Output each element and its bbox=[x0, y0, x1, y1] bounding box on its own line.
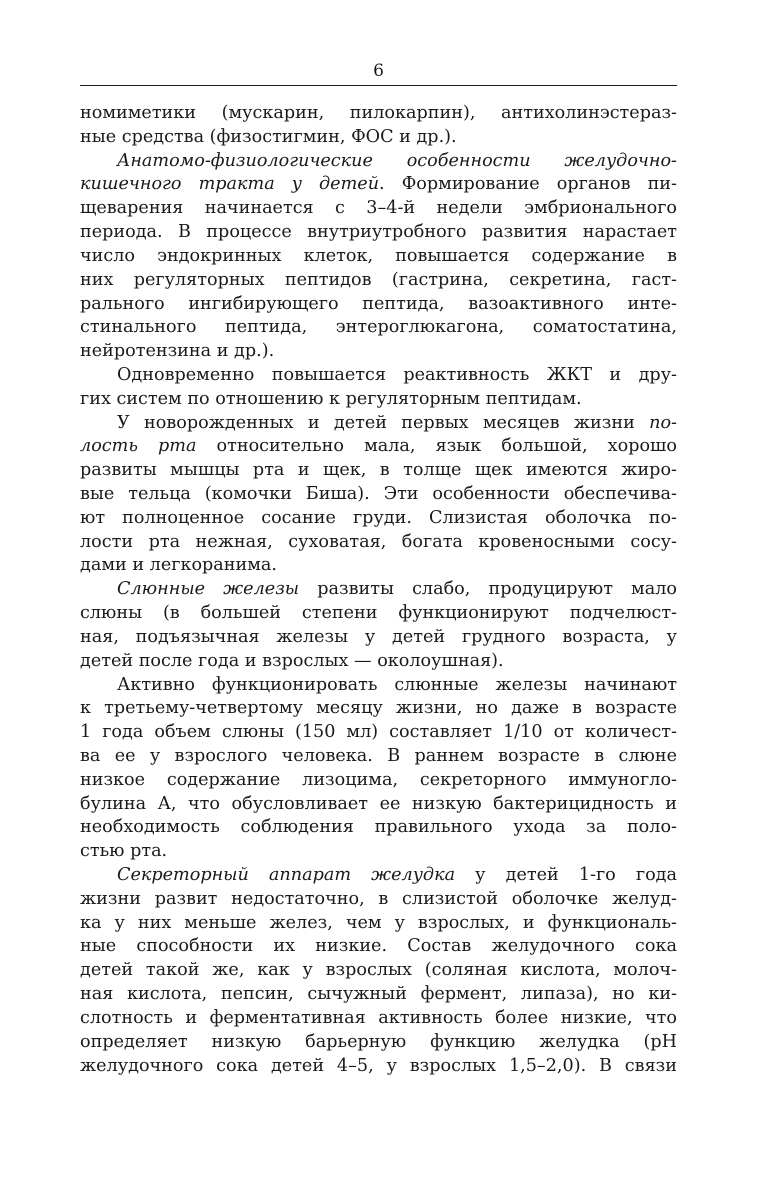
text-run: номиметики (мускарин, пилокарпин), антихолинэстераз- bbox=[80, 103, 677, 123]
text-line bbox=[80, 388, 677, 412]
text-line bbox=[80, 935, 677, 959]
text-line bbox=[80, 912, 677, 936]
text-run: ная кислота, пепсин, сычужный фермент, липаза), но ки- bbox=[80, 984, 677, 1005]
text-line bbox=[80, 959, 677, 983]
text-run: слюны (в большей степени функционируют подчелюст- bbox=[80, 603, 677, 624]
text-line bbox=[80, 769, 677, 793]
header-rule bbox=[80, 85, 677, 86]
text-run: ют полноценное сосание груди. Слизистая оболочка по- bbox=[80, 507, 677, 528]
text-run: ка у них меньше желез, чем у взрослых, и функциональ- bbox=[80, 912, 677, 933]
text-run: детей такой же, как у взрослых (соляная кислота, молоч- bbox=[80, 960, 677, 981]
text-run: к третьему-четвертому месяцу жизни, но даже в возрасте bbox=[80, 698, 677, 719]
text-run: стью рта. bbox=[80, 841, 168, 862]
text-line bbox=[80, 793, 677, 817]
text-run: рального ингибирующего пептида, вазоактивного инте- bbox=[80, 293, 677, 314]
text-run: жизни развит недостаточно, в слизистой оболочке желуд- bbox=[80, 888, 677, 909]
text-line bbox=[80, 816, 677, 840]
text-run: у детей 1-го года bbox=[455, 865, 677, 885]
text-line bbox=[80, 578, 677, 602]
text-run: ва ее у взрослого человека. В раннем возрасте в слюне bbox=[80, 745, 677, 766]
text-run: желудочного сока детей 4–5, у взрослых 1,5–2,0). В связи bbox=[80, 1055, 677, 1076]
text-line bbox=[80, 245, 677, 269]
text-line bbox=[80, 173, 677, 197]
text-run: гих систем по отношению к регуляторным пептидам. bbox=[80, 388, 582, 409]
text-line bbox=[80, 483, 677, 507]
text-run: ная, подъязычная железы у детей грудного возраста, у bbox=[80, 626, 677, 647]
text-line bbox=[80, 197, 677, 221]
text-run: относительно мала, язык большой, хорошо bbox=[196, 436, 677, 457]
text-run: У новорожденных и детей первых месяцев жизни bbox=[117, 412, 650, 433]
text-line bbox=[80, 102, 677, 126]
text-line bbox=[80, 674, 677, 698]
text-line bbox=[80, 1031, 677, 1055]
text-run: вые тельца (комочки Биша). Эти особенности обеспечива- bbox=[80, 484, 677, 504]
text-line bbox=[80, 745, 677, 769]
page-number: 6 bbox=[373, 61, 384, 81]
text-line bbox=[80, 840, 677, 864]
text-run: ные средства (физостигмин, ФОС и др.). bbox=[80, 126, 457, 147]
text-run: нейротензина и др.). bbox=[80, 341, 275, 362]
text-run: лости рта нежная, суховатая, богата кровеносными сосу- bbox=[80, 531, 677, 552]
text-line bbox=[80, 316, 677, 340]
text-run: булина А, что обусловливает ее низкую бактерицидность и bbox=[80, 793, 677, 814]
text-line bbox=[80, 1007, 677, 1031]
text-line bbox=[80, 554, 677, 578]
text-line bbox=[80, 983, 677, 1007]
italic-term: Слюнные железы bbox=[117, 579, 300, 600]
italic-term: Анатомо-физиологические особенности желудочно- bbox=[117, 150, 677, 171]
text-line bbox=[80, 531, 677, 555]
text-run: развиты мышцы рта и щек, в толще щек имеются жиро- bbox=[80, 460, 677, 481]
text-run: развиты слабо, продуцируют мало bbox=[299, 579, 677, 600]
text-line bbox=[80, 435, 677, 459]
text-line bbox=[80, 221, 677, 245]
text-line bbox=[80, 459, 677, 483]
text-line bbox=[80, 269, 677, 293]
text-run: периода. В процессе внутриутробного развития нарастает bbox=[80, 222, 677, 243]
text-run: Одновременно повышается реактивность ЖКТ и дру- bbox=[117, 364, 677, 385]
text-line bbox=[80, 602, 677, 626]
italic-term: по- bbox=[649, 412, 677, 433]
text-run: . Формирование органов пи- bbox=[379, 174, 677, 195]
italic-term: кишечного тракта у детей bbox=[80, 174, 380, 195]
text-line bbox=[80, 507, 677, 531]
text-run: детей после года и взрослых — околоушная). bbox=[80, 650, 504, 671]
text-run: них регуляторных пептидов (гастрина, секретина, гаст- bbox=[80, 269, 677, 290]
text-line bbox=[80, 721, 677, 745]
text-line bbox=[80, 864, 677, 888]
text-line bbox=[80, 650, 677, 674]
text-run: 1 года объем слюны (150 мл) составляет 1/10 от количест- bbox=[80, 722, 677, 743]
text-line bbox=[80, 626, 677, 650]
text-run: слотность и ферментативная активность более низкие, что bbox=[80, 1007, 677, 1028]
text-line bbox=[80, 888, 677, 912]
text-run: низкое содержание лизоцима, секреторного иммуногло- bbox=[80, 769, 677, 790]
text-run: стинального пептида, энтероглюкагона, соматостатина, bbox=[80, 317, 677, 338]
text-run: число эндокринных клеток, повышается содержание в bbox=[80, 245, 677, 266]
body-text bbox=[80, 102, 677, 1078]
text-line bbox=[80, 340, 677, 364]
text-run: Активно функционировать слюнные железы начинают bbox=[117, 674, 677, 695]
text-run: дами и легкоранима. bbox=[80, 555, 278, 576]
text-line bbox=[80, 364, 677, 388]
text-line bbox=[80, 697, 677, 721]
italic-term: лость рта bbox=[80, 436, 197, 457]
text-run: щеварения начинается с 3–4-й недели эмбрионального bbox=[80, 198, 677, 219]
text-line bbox=[80, 412, 677, 436]
text-run: ные способности их низкие. Состав желудочного сока bbox=[80, 936, 677, 957]
text-line bbox=[80, 126, 677, 150]
italic-term: Секреторный аппарат желудка bbox=[117, 865, 456, 885]
text-line bbox=[80, 150, 677, 174]
text-line bbox=[80, 1055, 677, 1079]
text-line bbox=[80, 293, 677, 317]
text-run: определяет низкую барьерную функцию желудка (pH bbox=[80, 1031, 677, 1052]
text-run: необходимость соблюдения правильного ухода за поло- bbox=[80, 817, 677, 838]
